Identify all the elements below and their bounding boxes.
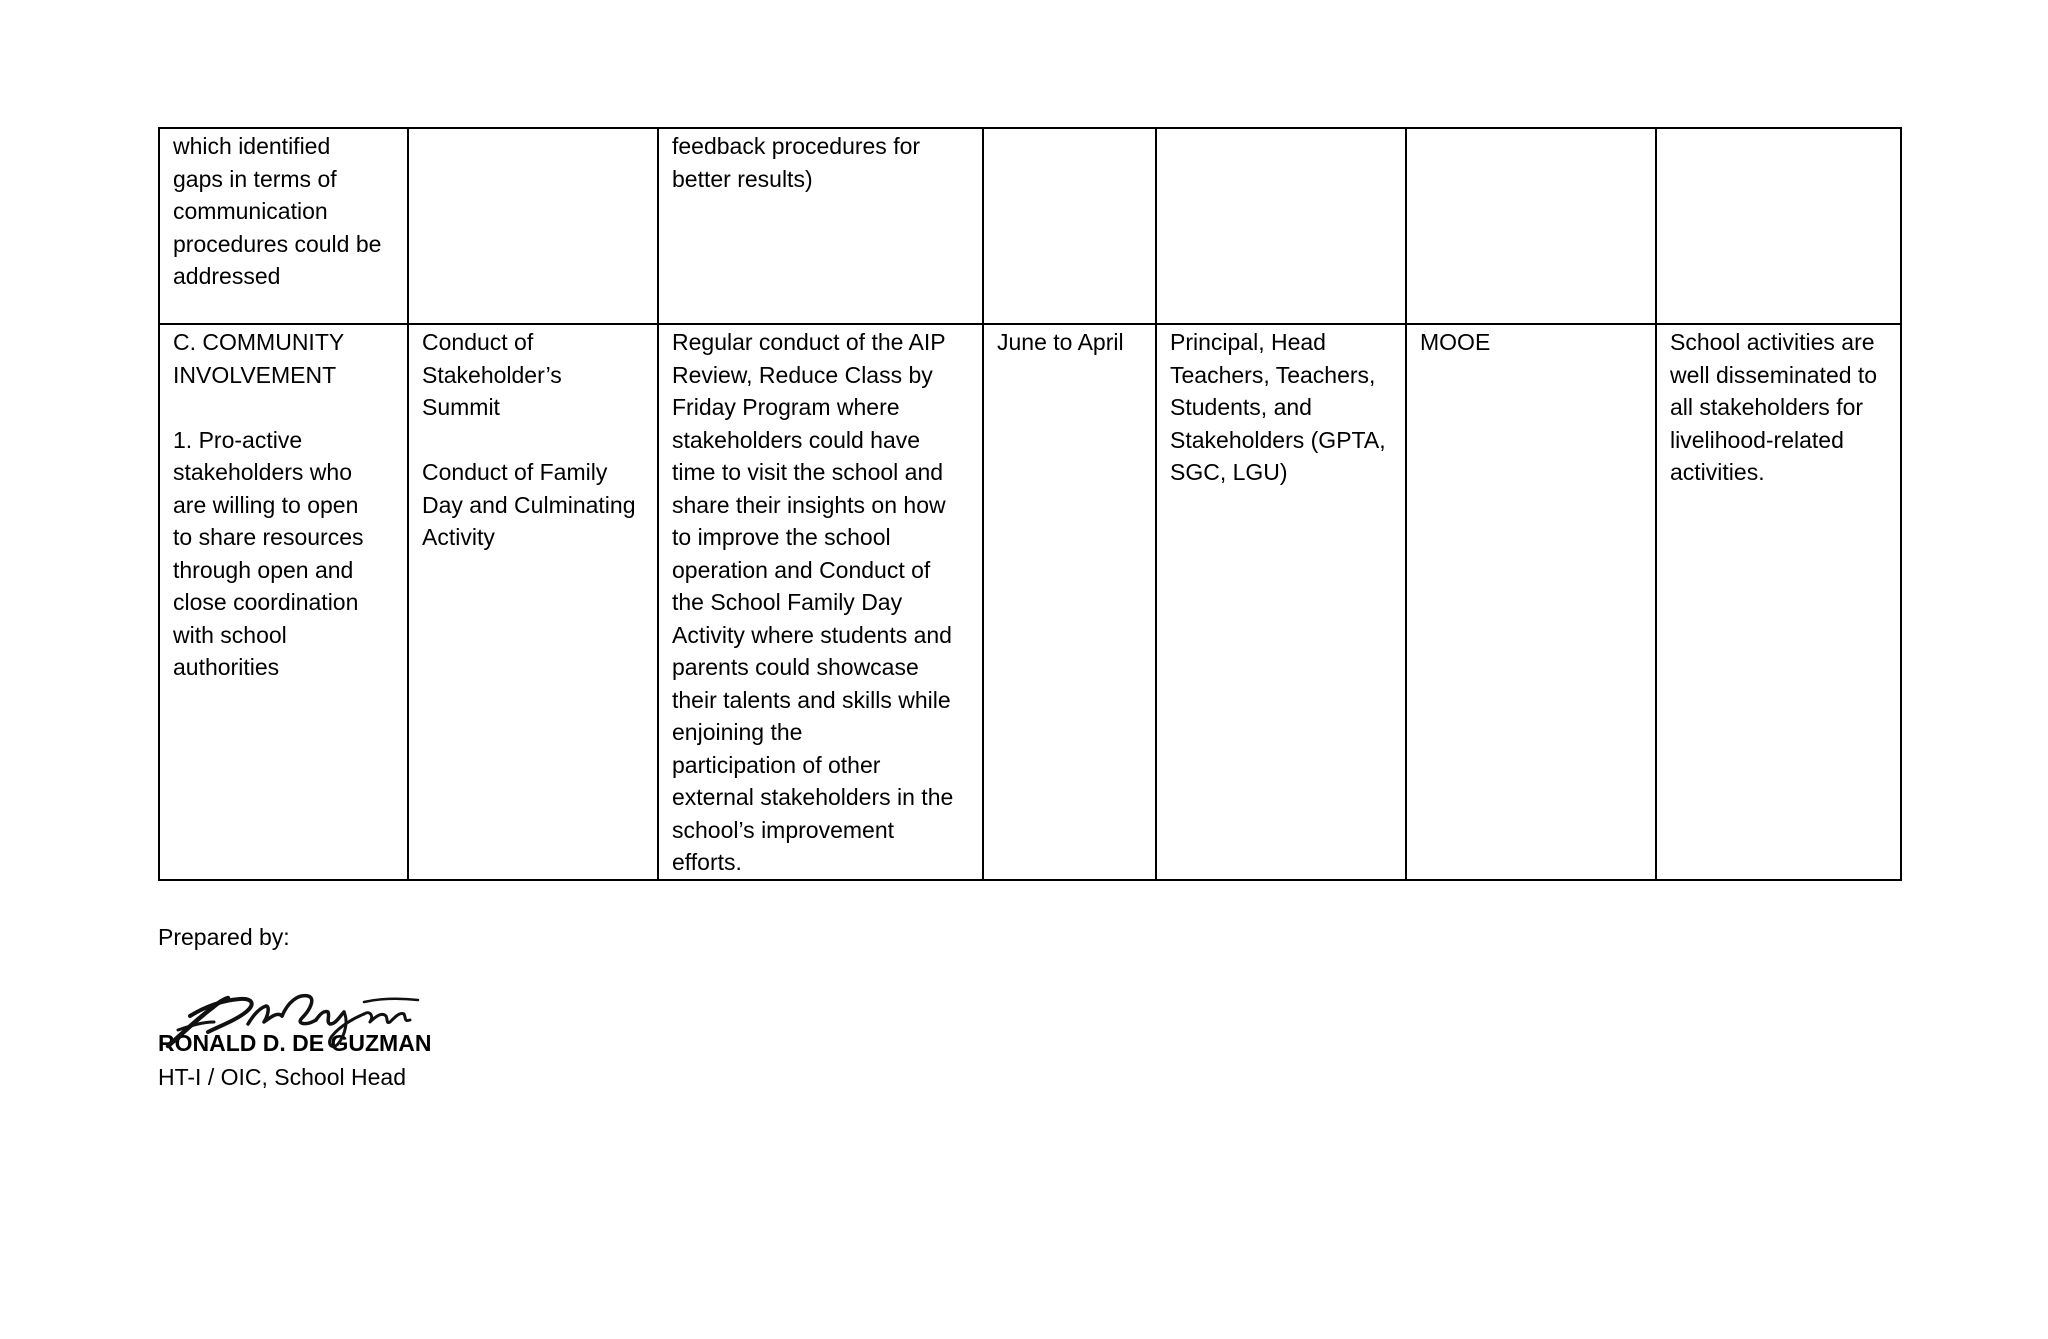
table-cell: Regular conduct of the AIP Review, Reduce Class by Friday Program where stakeholders could have time to visit the school and share their insights on how to improve the school operation and Conduct of the School Family Day Activity where students and parents could showcase their talents and skills while enjoining the participation of other external stakeholders in the school’s improvement efforts. <box>658 324 983 880</box>
table-cell: Principal, Head Teachers, Teachers, Students, and Stakeholders (GPTA, SGC, LGU) <box>1156 324 1406 880</box>
prepared-by-label: Prepared by: <box>158 924 290 950</box>
table-cell: which identified gaps in terms of communication procedures could be addressed <box>159 128 408 324</box>
table-cell: feedback procedures for better results) <box>658 128 983 324</box>
table-cell <box>1656 128 1901 324</box>
table-cell: School activities are well disseminated to all stakeholders for livelihood-related activities. <box>1656 324 1901 880</box>
table-cell <box>983 128 1156 324</box>
table-cell: Conduct of Stakeholder’s Summit Conduct of Family Day and Culminating Activity <box>408 324 658 880</box>
table-cell <box>1156 128 1406 324</box>
table-row <box>159 128 1901 324</box>
signature-image <box>160 986 422 1050</box>
table-cell <box>1406 128 1656 324</box>
action-plan-table <box>158 127 1902 881</box>
table-row <box>159 324 1901 880</box>
table-cell <box>408 128 658 324</box>
table-cell: C. COMMUNITY INVOLVEMENT 1. Pro-active stakeholders who are willing to open to share resources through open and close coordination with school authorities <box>159 324 408 880</box>
signer-title: HT-I / OIC, School Head <box>158 1064 406 1090</box>
table-cell: MOOE <box>1406 324 1656 880</box>
signer-name: RONALD D. DE GUZMAN <box>158 1030 432 1056</box>
table-cell: June to April <box>983 324 1156 880</box>
